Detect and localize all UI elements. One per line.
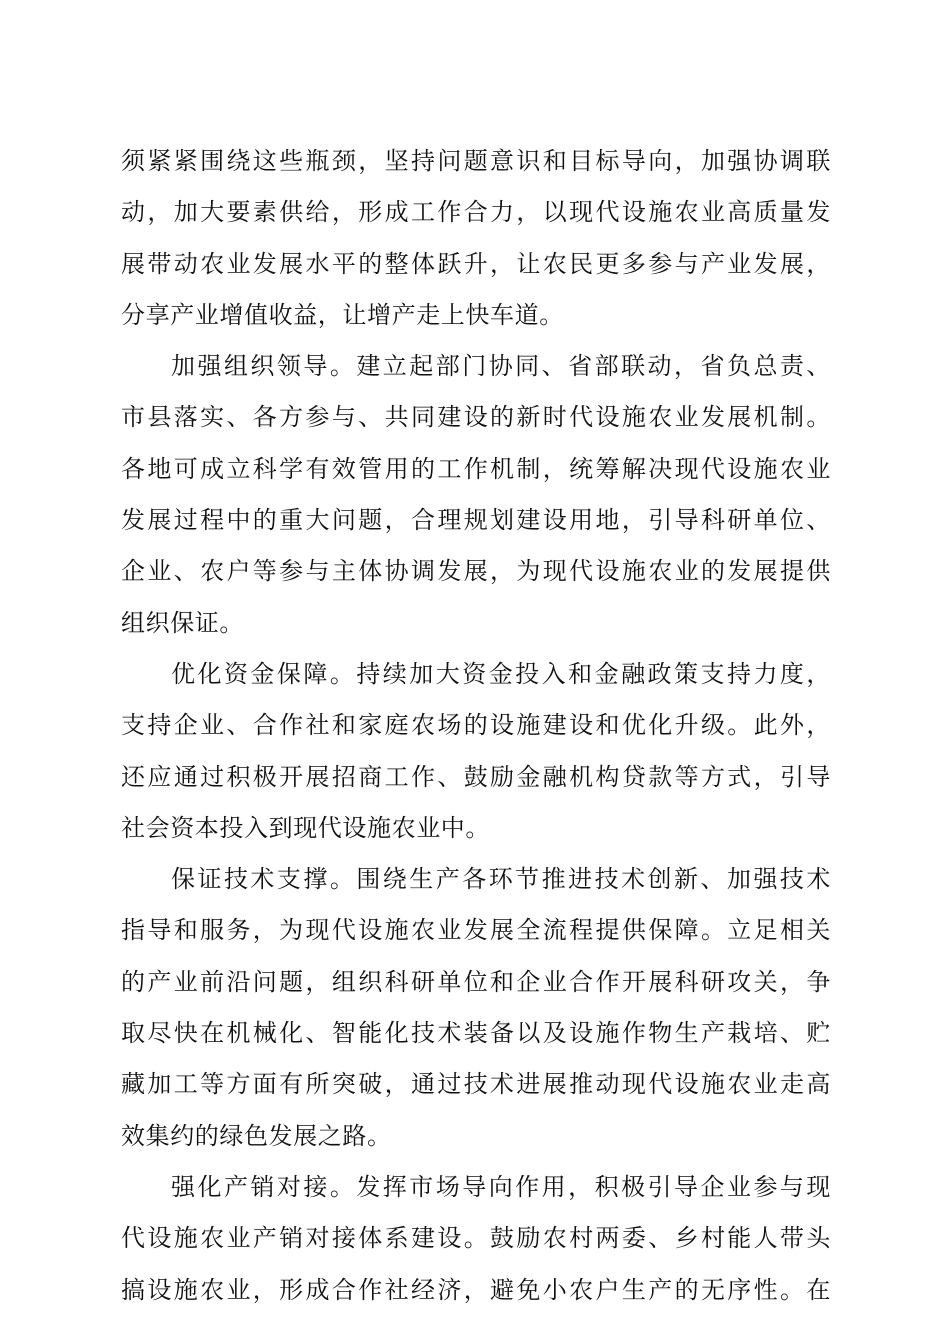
text-line: 搞设施农业，形成合作社经济，避免小农户生产的无序性。在 — [121, 1275, 831, 1304]
text-line: 指导和服务，为现代设施农业发展全流程提供保障。立足相关 — [121, 916, 831, 945]
text-line: 效集约的绿色发展之路。 — [121, 1121, 392, 1150]
text-line: 藏加工等方面有所突破，通过技术进展推动现代设施农业走高 — [121, 1070, 831, 1099]
paragraph-start-line: 强化产销对接。发挥市场导向作用，积极引导企业参与现 — [171, 1172, 831, 1201]
text-line: 支持企业、合作社和家庭农场的设施建设和优化升级。此外， — [121, 711, 831, 740]
text-line: 企业、农户等参与主体协调发展，为现代设施农业的发展提供 — [121, 557, 831, 586]
text-line: 须紧紧围绕这些瓶颈，坚持问题意识和目标导向，加强协调联 — [121, 147, 831, 175]
paragraph-start-line: 保证技术支撑。围绕生产各环节推进技术创新、加强技术 — [171, 865, 831, 894]
text-line: 市县落实、各方参与、共同建设的新时代设施农业发展机制。 — [121, 403, 831, 432]
text-line: 发展过程中的重大问题，合理规划建设用地，引导科研单位、 — [121, 506, 831, 535]
text-line: 的产业前沿问题，组织科研单位和企业合作开展科研攻关，争 — [121, 967, 831, 996]
text-line: 展带动农业发展水平的整体跃升，让农民更多参与产业发展， — [121, 249, 831, 278]
text-line: 还应通过积极开展招商工作、鼓励金融机构贷款等方式，引导 — [121, 762, 831, 791]
paragraph-start-line: 优化资金保障。持续加大资金投入和金融政策支持力度， — [171, 659, 831, 688]
text-line: 各地可成立科学有效管用的工作机制，统筹解决现代设施农业 — [121, 454, 831, 483]
text-line: 分享产业增值收益，让增产走上快车道。 — [121, 300, 564, 329]
text-line: 组织保证。 — [121, 608, 244, 637]
paragraph-start-line: 加强组织领导。建立起部门协同、省部联动，省负总责、 — [171, 352, 831, 381]
text-line: 动，加大要素供给，形成工作合力，以现代设施农业高质量发 — [121, 198, 831, 227]
document-body — [121, 136, 831, 1316]
text-line: 社会资本投入到现代设施农业中。 — [121, 813, 490, 842]
text-line: 取尽快在机械化、智能化技术装备以及设施作物生产栽培、贮 — [121, 1019, 831, 1048]
text-line: 代设施农业产销对接体系建设。鼓励农村两委、乡村能人带头 — [121, 1224, 831, 1253]
